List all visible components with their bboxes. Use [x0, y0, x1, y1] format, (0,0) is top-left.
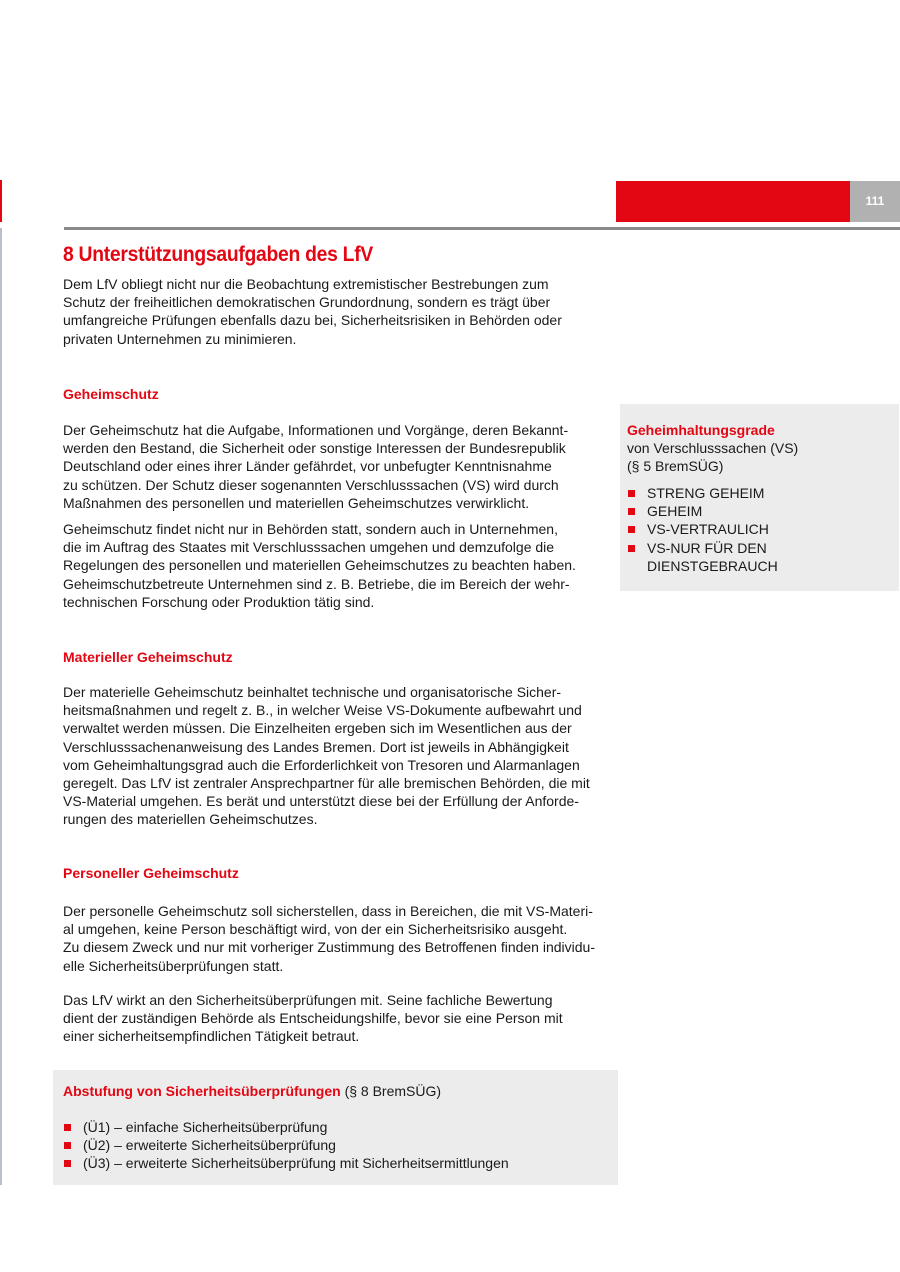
list-item-label: (Ü1) – einfache Sicherheitsüberprüfung: [83, 1119, 328, 1135]
paragraph: Der Geheimschutz hat die Aufgabe, Informationen und Vorgänge, deren Bekannt- werden den Bestand, die Sicherheit oder sonstige Interessen der Bundesrepublik Deutschland oder eines ihrer Länder gefährdet, vor unbefugter Kenntnisnahme zu schützen. Der Schutz dieser sogenannten Verschlusssachen (VS) wird durch Maßnahmen des personellen und materiellen Geheimschutzes verwirklicht.: [63, 422, 569, 511]
bottombox-title-law: (§ 8 BremSÜG): [344, 1083, 442, 1099]
list-item: [627, 520, 778, 538]
header-accent-bar: [616, 181, 850, 222]
section-heading-personeller-geheimschutz: Personeller Geheimschutz: [63, 865, 239, 881]
header-rule: [64, 227, 900, 230]
list-item-label: (Ü2) – erweiterte Sicherheitsüberprüfung: [83, 1137, 336, 1154]
bullet-square-icon: [628, 508, 635, 515]
security-check-list: [63, 1118, 509, 1173]
security-check-levels-box: [53, 1070, 618, 1185]
section-heading-materieller-geheimschutz: Materieller Geheimschutz: [63, 649, 233, 665]
sidebox-subtitle-law: (§ 5 BremSÜG): [627, 458, 724, 474]
bullet-square-icon: [64, 1142, 71, 1149]
left-edge-line: [0, 228, 2, 1185]
list-item-label: (Ü3) – erweiterte Sicherheitsüberprüfung mit Sicherheitsermittlungen: [83, 1155, 509, 1172]
list-item-label: GEHEIM: [647, 503, 703, 520]
paragraph: Geheimschutz findet nicht nur in Behörden statt, sondern auch in Unternehmen, die im Auftrag des Staates mit Verschlusssachen umgehen und demzufolge die Regelungen des personellen und materiellen Geheimschutzes zu beachten haben. Geheimschutzbetreute Unternehmen sind z. B. Betriebe, die im Bereich der wehr- technischen Forschung oder Produktion tätig sind.: [63, 521, 576, 610]
sidebox-title: Geheimhaltungsgrade: [627, 422, 775, 438]
classification-levels-box: [620, 404, 899, 591]
bullet-square-icon: [628, 526, 635, 533]
paragraph: Der materielle Geheimschutz beinhaltet technische und organisatorische Sicher- heitsmaßnahmen und regelt z. B., in welcher Weise VS-Dokumente aufbewahrt und verwaltet werden müssen. Die Einzelheiten ergeben sich im Wesentlichen aus der Verschlusssachenanweisung des Landes Bremen. Dort ist jeweils in Abhängigkeit vom Geheimhaltungsgrad auch die Erforderlichkeit von Tresoren und Alarmanlagen geregelt. Das LfV ist zentraler Ansprechpartner für alle bremischen Behörden, die mit VS-Material umgehen. Es berät und unterstützt diese bei der Erfüllung der Anforde- rungen des materiellen Geheimschutzes.: [63, 684, 590, 828]
list-item: [627, 539, 778, 575]
list-item-label: STRENG GEHEIM: [647, 485, 765, 501]
classification-list: [627, 484, 778, 575]
paragraph: Das LfV wirkt an den Sicherheitsüberprüfungen mit. Seine fachliche Bewertung dient der zuständigen Behörde als Entscheidungshilfe, bevor sie eine Person mit einer sicherheitsempfindlichen Tätigkeit betraut.: [63, 992, 563, 1045]
bullet-square-icon: [628, 545, 635, 552]
intro-paragraph: Dem LfV obliegt nicht nur die Beobachtung extremistischer Bestrebungen zum Schutz der freiheitlichen demokratischen Grundordnung, sondern es trägt über umfangreiche Prüfungen ebenfalls dazu bei, Sicherheitsrisiken in Behörden oder privaten Unternehmen zu minimieren.: [63, 276, 562, 347]
left-edge-accent: [0, 180, 2, 222]
list-item-label: VS-NUR FÜR DEN DIENSTGEBRAUCH: [647, 539, 778, 574]
chapter-title: 8 Unterstützungsaufgaben des LfV: [63, 243, 373, 266]
bullet-square-icon: [64, 1124, 71, 1131]
list-item: [63, 1154, 509, 1172]
list-item-label: VS-VERTRAULICH: [647, 521, 769, 538]
list-item: [627, 502, 778, 520]
section-heading-geheimschutz: Geheimschutz: [63, 386, 159, 402]
bottombox-title: Abstufung von Sicherheitsüberprüfungen: [63, 1083, 341, 1099]
bullet-square-icon: [628, 490, 635, 497]
sidebox-subtitle: von Verschlusssachen (VS): [627, 440, 799, 456]
list-item: [627, 484, 778, 502]
list-item: [63, 1118, 509, 1136]
bullet-square-icon: [64, 1160, 71, 1167]
paragraph: Der personelle Geheimschutz soll sicherstellen, dass in Bereichen, die mit VS-Materi- al umgehen, keine Person beschäftigt wird, von der ein Sicherheitsrisiko ausgeht. Zu diesem Zweck und nur mit vorheriger Zustimmung des Betroffenen finden individu- elle Sicherheitsüberprüfungen statt.: [63, 903, 595, 974]
page-number: 111: [850, 181, 900, 222]
list-item: [63, 1136, 509, 1154]
bottombox-title-line: [63, 1083, 441, 1099]
